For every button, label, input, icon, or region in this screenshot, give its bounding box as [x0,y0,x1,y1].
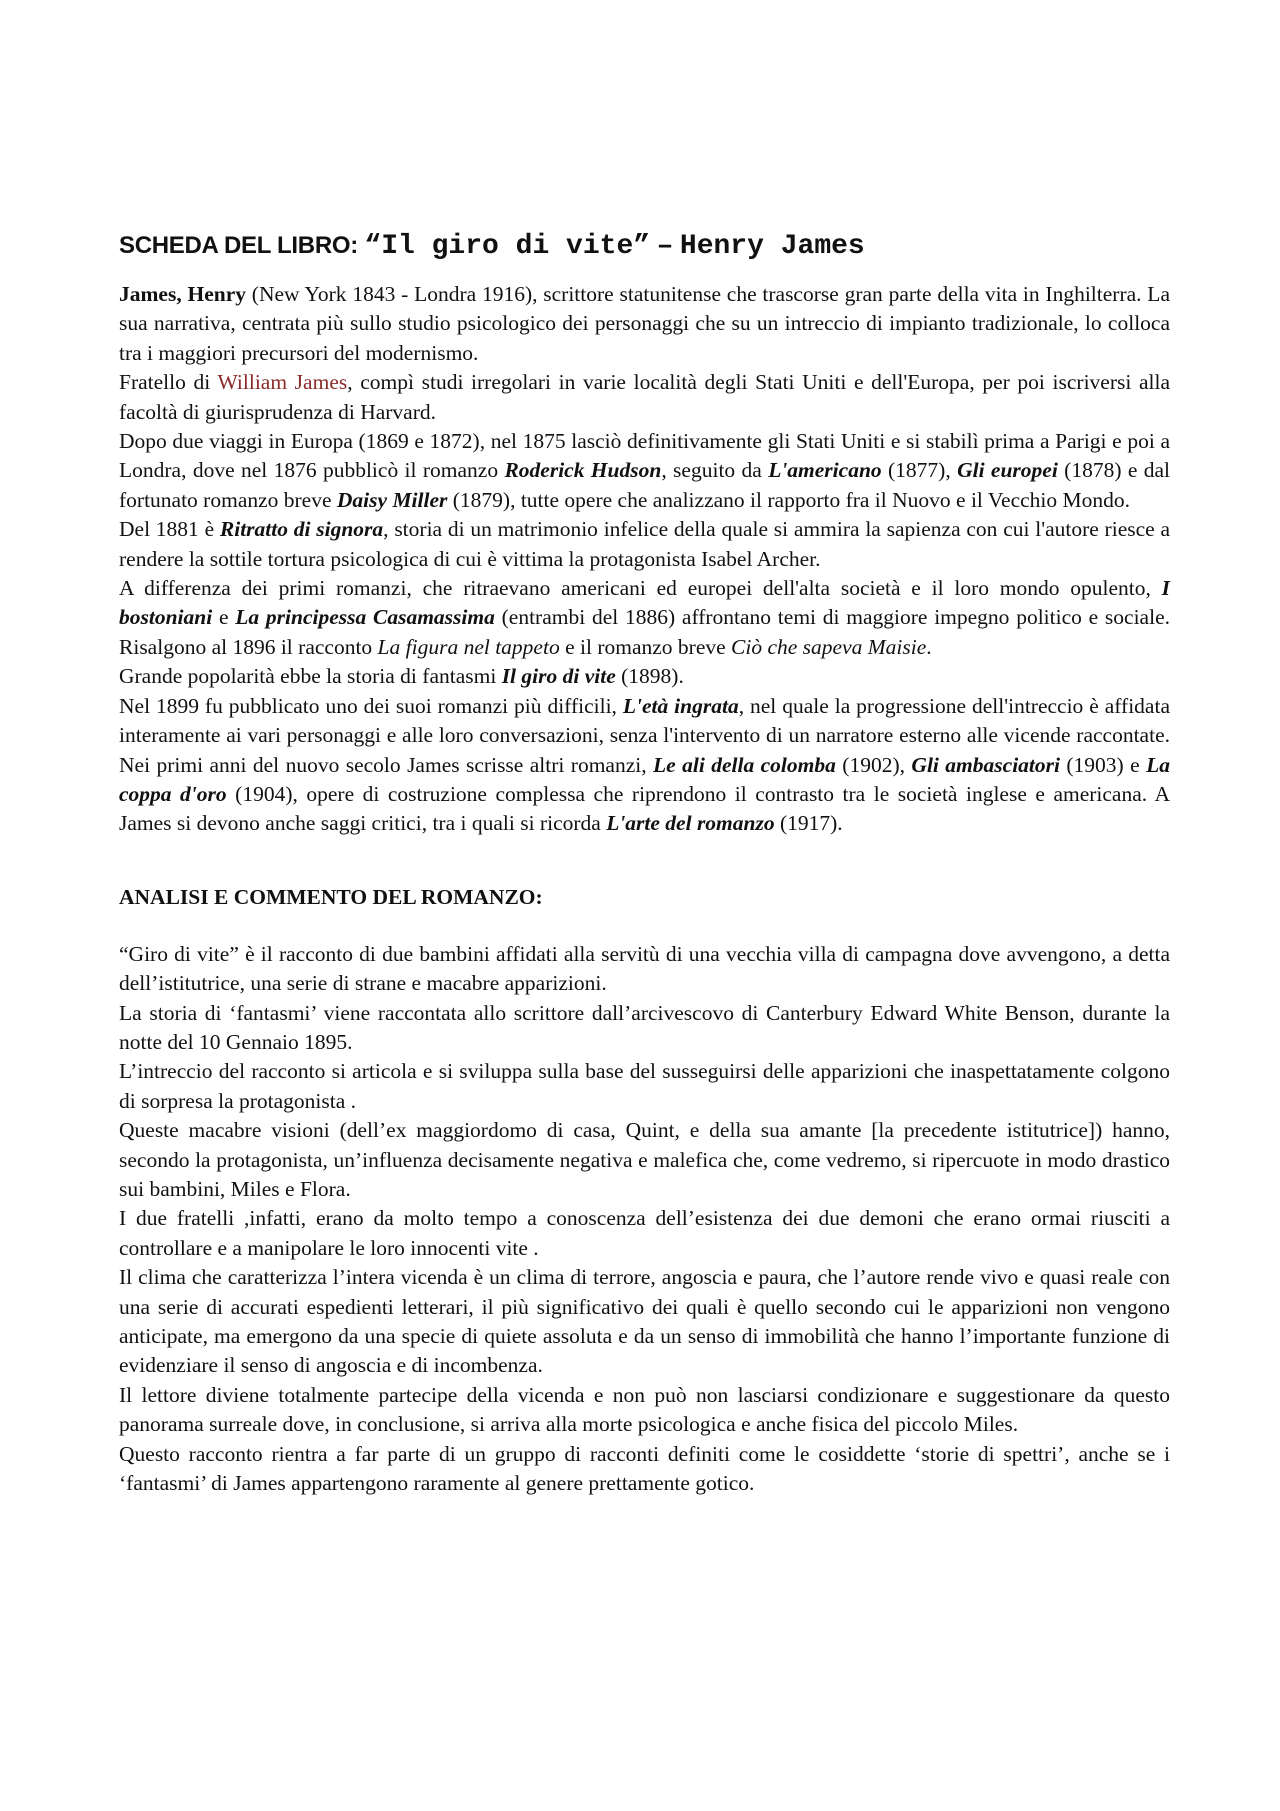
work-title: Ritratto di signora [219,517,384,542]
work-title: Gli europei [957,458,1058,483]
bio-text: (1903) e [1059,752,1147,777]
bio-text: Dopo due viaggi in Europa (1869 e 1872), nel 1875 lasciò definitivamente gli Stati Uniti e si stabilì prima a Parigi e poi a Londra, dove nel 1876 pubblicò il romanzo [119,429,1170,483]
bio-text: e il romanzo breve [559,634,732,659]
bio-text: Fratello di [119,370,218,395]
analysis-paragraph: Il lettore diviene totalmente partecipe della vicenda e non può non lasciarsi condizionare e suggestionare da questo panorama surreale dove, in conclusione, si arriva alla morte psicologica e anche fisica del piccolo Miles. [119,1382,1170,1437]
bio-text: A differenza dei primi romanzi, che ritraevano americani ed europei dell'alta società e il loro mondo opulento, [119,576,1162,601]
bio-text: (1917). [774,811,843,836]
bio-text: (1902), [835,752,912,777]
analysis-paragraph: La storia di ‘fantasmi’ viene raccontata allo scrittore dall’arcivescovo di Canterbury Edward White Benson, durante la notte del 10 Gennaio 1895. [119,1000,1170,1054]
work-title: Daisy Miller [336,487,448,512]
work-title: La principessa Casamassima [235,605,495,630]
work-title: La figura nel tappeto [377,634,560,659]
analysis-heading: ANALISI E COMMENTO DEL ROMANZO: [119,884,543,909]
bio-text: Grande popolarità ebbe la storia di fantasmi [119,664,502,689]
author-biography [119,280,1170,839]
bio-text: , seguito da [661,458,769,483]
work-title: Gli ambasciatori [911,752,1060,777]
bio-text: , nel quale la progressione dell'intreccio è affidata interamente ai vari personaggi e alle loro conversazioni, senza l'intervento di un narratore esterno alle vicende raccontate. Nei primi anni del nuovo secolo James scrisse altri romanzi, [119,693,1170,777]
title-dash: – [656,231,674,262]
bio-paragraph [119,280,1170,368]
author-name: James, Henry [119,282,246,306]
bio-text: Del 1881 è [119,517,220,542]
bio-paragraph [119,662,1170,691]
document-title [119,228,1170,264]
bio-text: (1878) e dal fortunato romanzo breve [119,458,1170,512]
work-title: L'arte del romanzo [606,811,775,836]
analysis-section [119,940,1170,1499]
bio-text: (1904), opere di costruzione complessa che riprendono il contrasto tra le società inglese e americana. A James si devono anche saggi critici, tra i quali si ricorda [119,781,1170,836]
analysis-paragraph: “Giro di vite” è il racconto di due bambini affidati alla servitù di una vecchia villa di campagna dove avvengono, a detta dell’istitutrice, una serie di strane e macabre apparizioni. [119,941,1170,996]
work-title: I bostoniani [119,576,1170,630]
bio-text: (1898). [615,664,684,689]
bio-text: , compì studi irregolari in varie località degli Stati Uniti e dell'Europa, per poi iscriversi alla facoltà di giurisprudenza di Harvard. [119,370,1170,424]
work-title: L'età ingrata [622,693,739,718]
work-title: Roderick Hudson [504,458,662,483]
bio-text: e [212,605,236,630]
bio-paragraph [119,427,1170,515]
analysis-paragraph: Queste macabre visioni (dell’ex maggiordomo di casa, Quint, e della sua amante [la precedente istitutrice]) hanno, secondo la protagonista, un’influenza decisamente negativa e malefica che, come vedremo, si ripercuote in modo drastico sui bambini, Miles e Flora. [119,1118,1170,1201]
title-book: “Il giro di vite” [364,231,651,262]
analysis-paragraph: I due fratelli ,infatti, erano da molto tempo a conoscenza dell’esistenza dei due demoni che erano ormai riusciti a controllare e a manipolare le loro innocenti vite . [119,1206,1170,1260]
bio-text: (1877), [881,458,958,483]
work-title: Ciò che sapeva Maisie [731,634,927,659]
title-author: Henry James [679,231,865,262]
work-title: Il giro di vite [501,664,616,689]
bio-paragraph [119,692,1170,839]
title-label: SCHEDA DEL LIBRO: [119,232,358,259]
bio-paragraph [119,368,1170,427]
william-james-link[interactable]: William James [217,370,348,395]
bio-text: (1879), tutte opere che analizzano il rapporto fra il Nuovo e il Vecchio Mondo. [447,487,1130,512]
work-title: Le ali della colomba [653,752,836,777]
work-title: L'americano [768,458,882,483]
bio-text: Nel 1899 fu pubblicato uno dei suoi romanzi più difficili, [119,693,623,718]
analysis-paragraph: Questo racconto rientra a far parte di un gruppo di racconti definiti come le cosiddette ‘storie di spettri’, anche se i ‘fantasmi’ di James appartengono raramente al genere prettamente gotico. [119,1441,1170,1496]
document-page [119,228,1170,1498]
work-title: La coppa d'oro [119,752,1170,806]
bio-paragraph [119,574,1170,662]
bio-text: (New York 1843 - Londra 1916), scrittore statunitense che trascorse gran parte della vita in Inghilterra. La sua narrativa, centrata più sullo studio psicologico dei personaggi che su un intreccio di impianto tradizionale, lo colloca tra i maggiori precursori del modernismo. [119,282,1170,365]
bio-text: (entrambi del 1886) affrontano temi di maggiore impegno politico e sociale. Risalgono al 1896 il racconto [119,605,1170,659]
analysis-paragraph: Il clima che caratterizza l’intera vicenda è un clima di terrore, angoscia e paura, che l’autore rende vivo e quasi reale con una serie di accurati espedienti letterari, il più significativo dei quali è quello secondo cui le apparizioni non vengono anticipate, ma emergono da una specie di quiete assoluta e da un senso di immobilità che hanno l’importante funzione di evidenziare il senso di angoscia e di incombenza. [119,1265,1170,1378]
bio-paragraph [119,515,1170,574]
analysis-paragraph: L’intreccio del racconto si articola e si sviluppa sulla base del susseguirsi delle apparizioni che inaspettatamente colgono di sorpresa la protagonista . [119,1059,1170,1113]
bio-text: . [926,634,932,659]
bio-text: , storia di un matrimonio infelice della quale si ammira la sapienza con cui l'autore riesce a rendere la sottile tortura psicologica di cui è vittima la protagonista Isabel Archer. [119,517,1170,571]
